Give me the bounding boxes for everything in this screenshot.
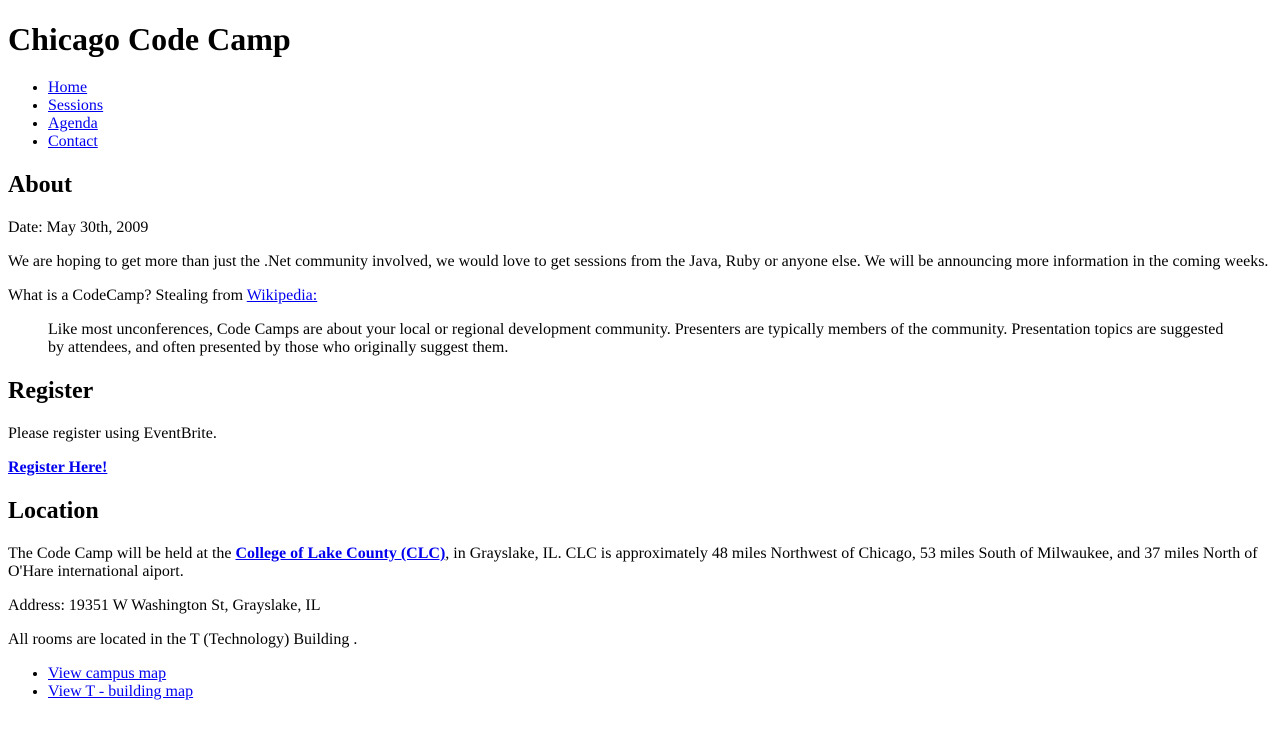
register-link-paragraph [8, 459, 1272, 477]
building-map-link[interactable]: View T - building map [48, 683, 194, 700]
nav-link-agenda[interactable]: Agenda [48, 115, 98, 132]
nav-link-contact[interactable]: Contact [48, 133, 98, 150]
about-heading: About [8, 172, 73, 198]
map-item-campus [48, 665, 1272, 683]
register-link[interactable]: Register Here! [8, 459, 108, 476]
nav-item-sessions [48, 97, 1272, 115]
map-item-building [48, 683, 1272, 701]
wikipedia-quote: Like most unconferences, Code Camps are about your local or regional development community. Presenters are typically members of the community. Presentation topics are suggested by attendees, and often presented by those who originally suggest them. [48, 321, 1224, 356]
rooms-text: All rooms are located in the T (Technology) Building . [8, 631, 358, 648]
wikipedia-link[interactable]: Wikipedia: [246, 287, 318, 304]
site-title: Chicago Code Camp [8, 21, 291, 57]
nav-link-sessions[interactable]: Sessions [48, 97, 104, 114]
address: Address: 19351 W Washington St, Grayslake, IL [8, 597, 321, 614]
register-heading: Register [8, 378, 94, 404]
campus-map-link[interactable]: View campus map [48, 665, 167, 682]
register-text: Please register using EventBrite. [8, 425, 217, 442]
nav-item-home [48, 79, 1272, 97]
location-text [8, 545, 1272, 581]
page [0, 21, 1280, 701]
main-nav [8, 79, 1272, 151]
location-heading: Location [8, 498, 99, 524]
clc-link[interactable]: College of Lake County (CLC) [235, 545, 446, 562]
nav-link-home[interactable]: Home [48, 79, 88, 96]
map-links [8, 665, 1272, 701]
about-intro: We are hoping to get more than just the .Net community involved, we would love to get sessions from the Java, Ruby or anyone else. We will be announcing more information in the coming weeks. [8, 253, 1269, 270]
nav-item-agenda [48, 115, 1272, 133]
location-text-before: The Code Camp will be held at the [8, 545, 236, 562]
nav-item-contact [48, 133, 1272, 151]
codecamp-question [8, 287, 1272, 305]
codecamp-question-text: What is a CodeCamp? Stealing from [8, 287, 247, 304]
event-date: Date: May 30th, 2009 [8, 219, 149, 236]
location-text-after: , in Grayslake, IL. CLC is approximately 48 miles Northwest of Chicago, 53 miles South of Milwaukee, and 37 miles North of O'Hare international aiport. [8, 545, 1258, 580]
